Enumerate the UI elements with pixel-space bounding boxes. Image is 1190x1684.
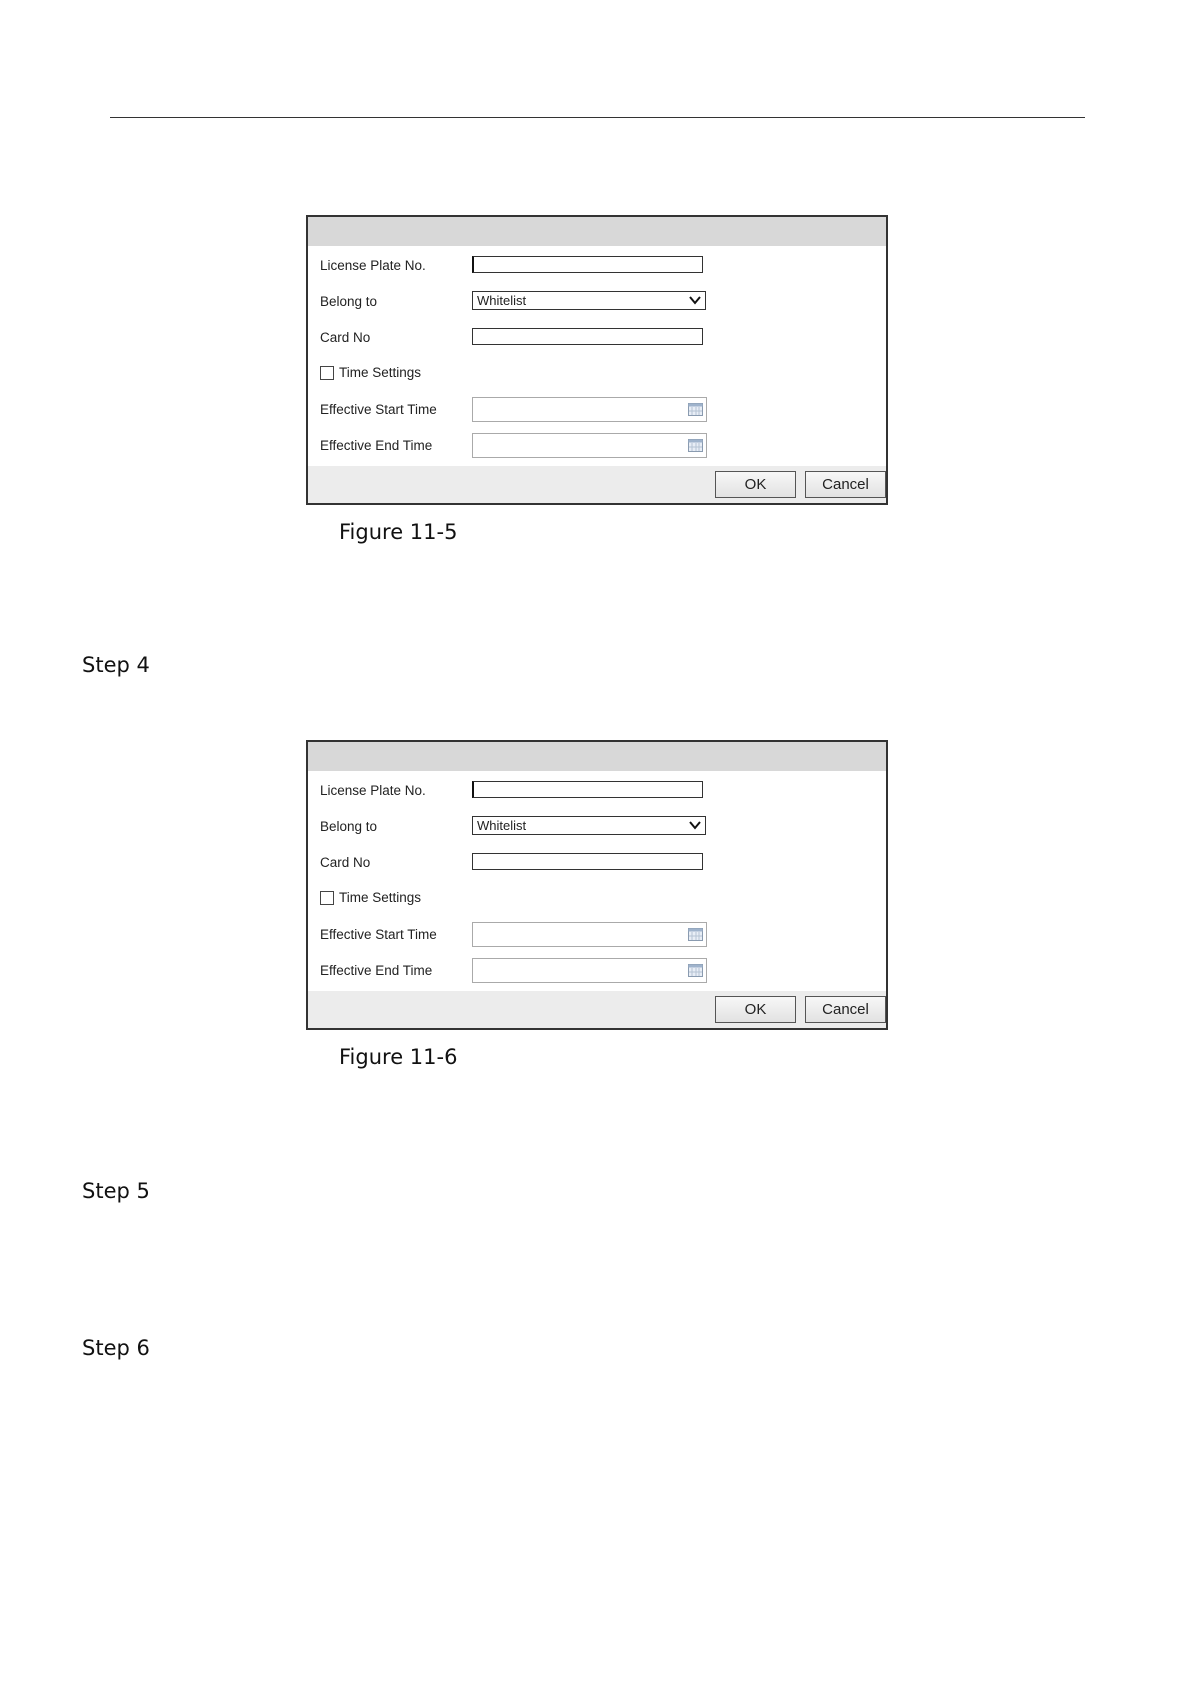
card-no-label: Card No (320, 855, 371, 870)
dialog-titlebar (308, 742, 886, 771)
calendar-icon[interactable] (688, 403, 703, 416)
end-time-input[interactable] (472, 958, 707, 983)
end-time-label: Effective End Time (320, 438, 433, 453)
dialog-footer (308, 991, 886, 1028)
card-no-input[interactable] (472, 328, 703, 345)
add-vehicle-dialog (306, 215, 888, 505)
start-time-label: Effective Start Time (320, 927, 437, 942)
ok-button[interactable]: OK (715, 471, 796, 498)
calendar-icon[interactable] (688, 964, 703, 977)
time-settings-checkbox[interactable] (320, 891, 334, 905)
time-settings-checkbox[interactable] (320, 366, 334, 380)
step-heading: Step 5 (82, 1179, 150, 1203)
cancel-button[interactable]: Cancel (805, 996, 886, 1023)
dialog-footer (308, 466, 886, 503)
calendar-icon[interactable] (688, 928, 703, 941)
calendar-icon[interactable] (688, 439, 703, 452)
license-plate-input[interactable] (472, 256, 703, 273)
belong-to-value: Whitelist (477, 818, 527, 833)
start-time-input[interactable] (472, 397, 707, 422)
dialog-titlebar (308, 217, 886, 246)
end-time-label: Effective End Time (320, 963, 433, 978)
license-plate-label: License Plate No. (320, 258, 426, 273)
license-plate-label: License Plate No. (320, 783, 426, 798)
end-time-input[interactable] (472, 433, 707, 458)
belong-to-value: Whitelist (477, 293, 527, 308)
header-rule (110, 117, 1085, 118)
figure-caption: Figure 11-5 (339, 520, 458, 544)
ok-button[interactable]: OK (715, 996, 796, 1023)
card-no-input[interactable] (472, 853, 703, 870)
time-settings-label: Time Settings (339, 890, 422, 905)
step-heading: Step 6 (82, 1336, 150, 1360)
belong-to-label: Belong to (320, 294, 378, 309)
figure-caption: Figure 11-6 (339, 1045, 458, 1069)
license-plate-input[interactable] (472, 781, 703, 798)
step-heading: Step 4 (82, 653, 150, 677)
belong-to-label: Belong to (320, 819, 378, 834)
cancel-button[interactable]: Cancel (805, 471, 886, 498)
chevron-down-icon (688, 293, 702, 307)
start-time-input[interactable] (472, 922, 707, 947)
card-no-label: Card No (320, 330, 371, 345)
time-settings-label: Time Settings (339, 365, 422, 380)
chevron-down-icon (688, 818, 702, 832)
add-vehicle-dialog (306, 740, 888, 1030)
belong-to-select[interactable] (472, 816, 706, 835)
start-time-label: Effective Start Time (320, 402, 437, 417)
belong-to-select[interactable] (472, 291, 706, 310)
